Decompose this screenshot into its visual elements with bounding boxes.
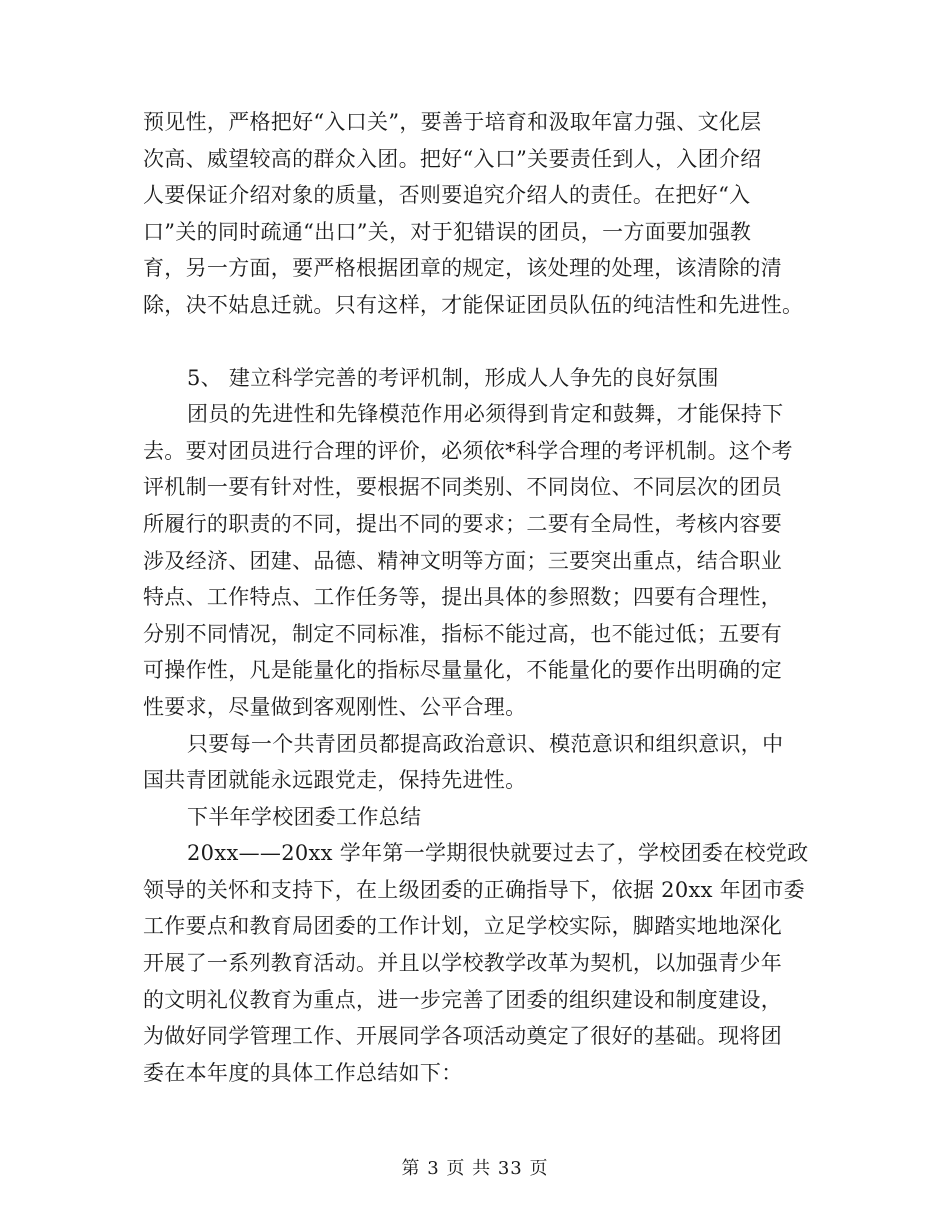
text-line: 团员的先进性和先锋模范作用必须得到肯定和鼓舞，才能保持下 xyxy=(187,402,784,427)
text-line: 20xx——20xx 学年第一学期很快就要过去了，学校团委在校党政 xyxy=(187,841,809,866)
paragraph-conclusion xyxy=(143,726,823,799)
text-line: 只要每一个共青团员都提高政治意识、模范意识和组织意识，中 xyxy=(187,731,784,756)
text-line: 所履行的职责的不同，提出不同的要求；二要有全局性，考核内容要 xyxy=(143,511,782,536)
section-title: 下半年学校团委工作总结 xyxy=(187,804,422,829)
text-line: 为做好同学管理工作、开展同学各项活动奠定了很好的基础。现将团 xyxy=(143,1024,782,1049)
text-line: 育，另一方面，要严格根据团章的规定，该处理的处理，该清除的清 xyxy=(143,256,782,281)
text-line: 预见性，严格把好“入口关”，要善于培育和汲取年富力强、文化层 xyxy=(143,110,762,134)
text-line: 去。要对团员进行合理的评价，必须依*科学合理的考评机制。这个考 xyxy=(143,438,793,463)
page-number-footer: 第 3 页 共 33 页 xyxy=(401,1158,549,1179)
text-line: 除，决不姑息迁就。只有这样，才能保证团员队伍的纯洁性和先进性。 xyxy=(143,292,804,317)
text-line: 特点、工作特点、工作任务等，提出具体的参照数；四要有合理性， xyxy=(143,585,782,610)
text-line: 口”关的同时疏通“出口”关，对于犯错误的团员，一方面要加强教 xyxy=(143,219,752,244)
text-line: 涉及经济、团建、品德、精神文明等方面；三要突出重点，结合职业 xyxy=(143,548,782,573)
paragraph-entry-control xyxy=(143,104,823,324)
section-heading-5: 5、 建立科学完善的考评机制，形成人人争先的良好氛围 xyxy=(187,365,719,390)
text-line: 工作要点和教育局团委的工作计划，立足学校实际，脚踏实地地深化 xyxy=(143,914,782,939)
text-line: 分别不同情况，制定不同标准，指标不能过高，也不能过低；五要有 xyxy=(143,621,782,646)
paragraph-gap xyxy=(143,324,823,360)
text-line: 委在本年度的具体工作总结如下： xyxy=(143,1060,463,1085)
text-line: 次高、威望较高的群众入团。把好“入口”关要责任到人，入团介绍 xyxy=(143,146,762,171)
text-line: 的文明礼仪教育为重点，进一步完善了团委的组织建设和制度建设， xyxy=(143,987,782,1012)
text-line: 性要求，尽量做到客观刚性、公平合理。 xyxy=(143,694,527,719)
document-body xyxy=(143,104,823,1091)
text-line: 开展了一系列教育活动。并且以学校教学改革为契机，以加强青少年 xyxy=(143,951,782,976)
paragraph-summary-intro xyxy=(143,835,823,1091)
text-line: 可操作性，凡是能量化的指标尽量量化，不能量化的要作出明确的定 xyxy=(143,658,782,683)
text-line: 评机制一要有针对性，要根据不同类别、不同岗位、不同层次的团员 xyxy=(143,475,782,500)
text-line: 国共青团就能永远跟党走，保持先进性。 xyxy=(143,768,527,793)
text-line: 领导的关怀和支持下，在上级团委的正确指导下，依据 20xx 年团市委 xyxy=(143,877,805,902)
paragraph-evaluation-mechanism xyxy=(143,396,823,725)
text-line: 人要保证介绍对象的质量，否则要追究介绍人的责任。在把好“入 xyxy=(143,183,751,208)
